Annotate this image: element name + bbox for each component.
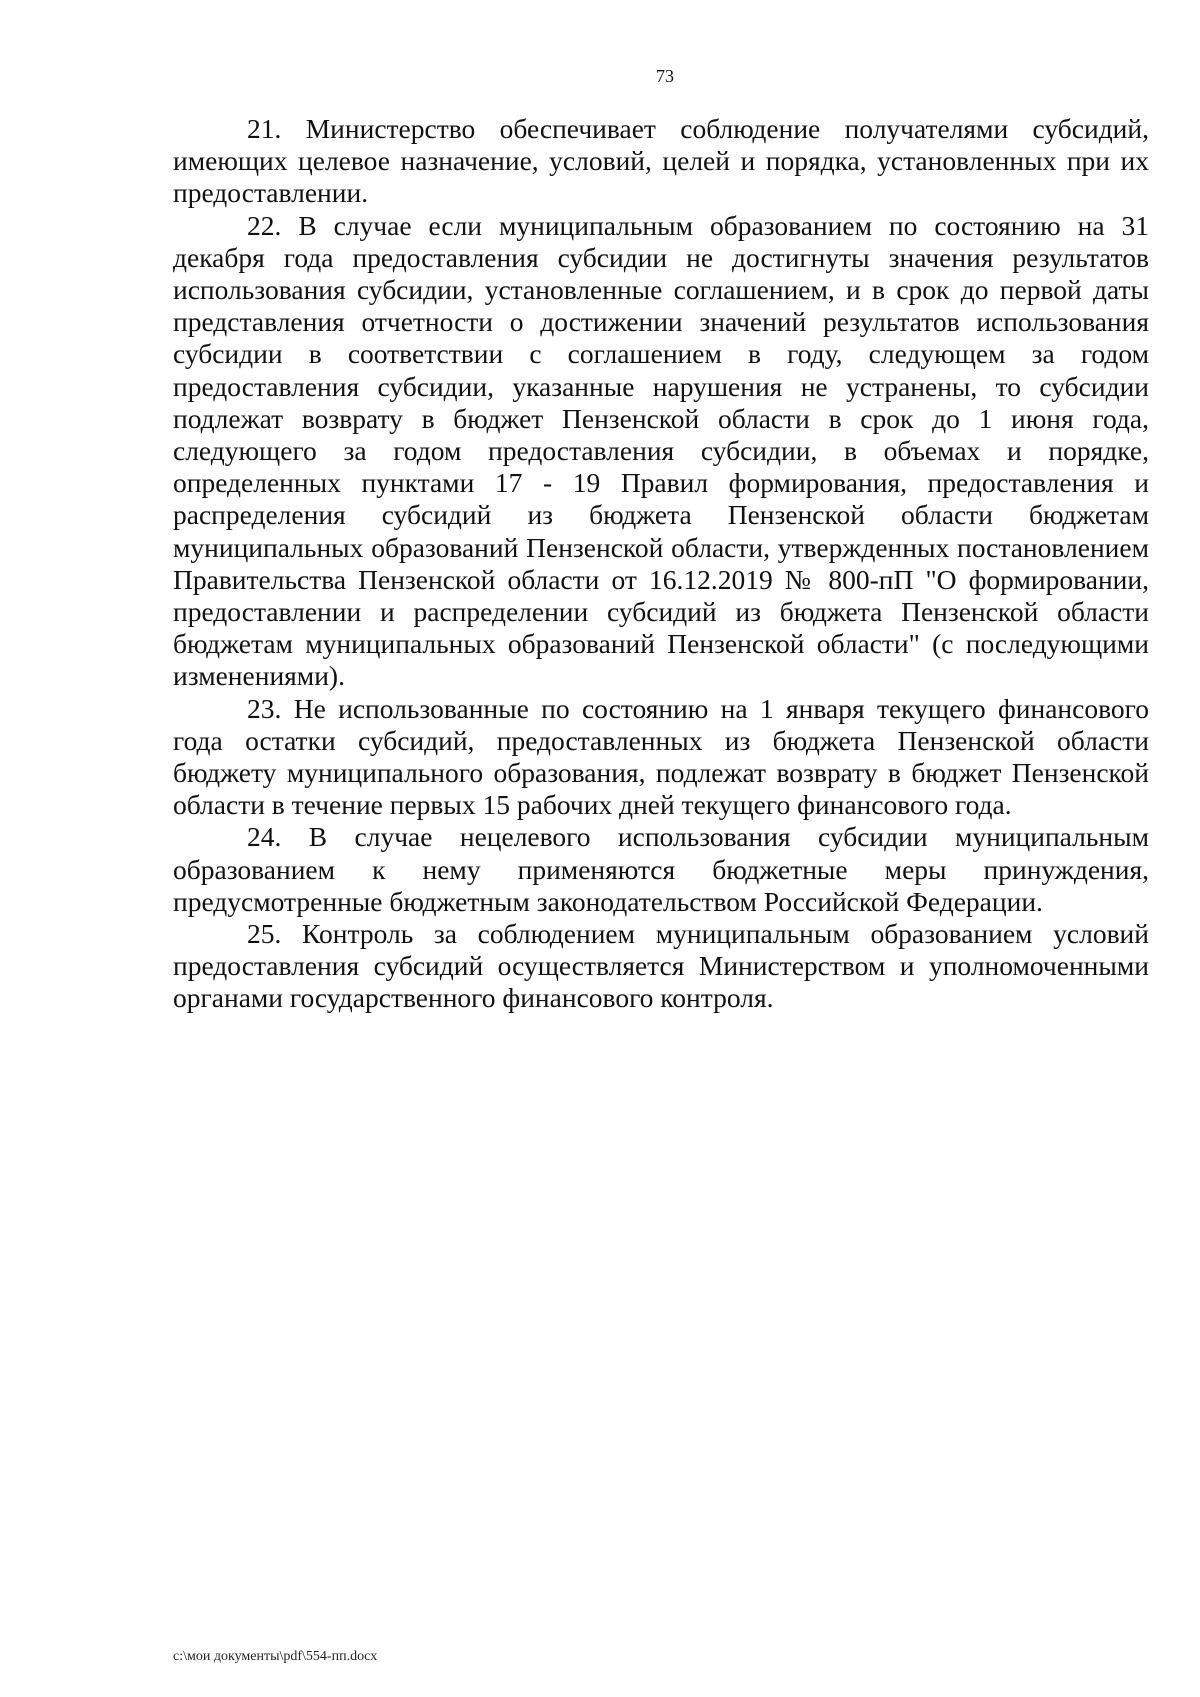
page-number: 73 xyxy=(656,66,674,86)
paragraph-25: 25. Контроль за соблюдением муниципальным образованием условий предоставления субсидий осуществляется Министерством и уполномоченными органами государственного финансового контроля. xyxy=(173,918,1149,1014)
paragraph-24: 24. В случае нецелевого использования субсидии муниципальным образованием к нему применяются бюджетные меры принуждения, предусмотренные бюджетным законодательством Российской Федерации. xyxy=(173,821,1149,917)
paragraph-23: 23. Не использованные по состоянию на 1 января текущего финансового года остатки субсидий, предоставленных из бюджета Пензенской области бюджету муниципального образования, подлежат возврату в бюджет Пензенской области в течение первых 15 рабочих дней текущего финансового года. xyxy=(173,692,1149,821)
paragraph-21: 21. Министерство обеспечивает соблюдение получателями субсидий, имеющих целевое назначение, условий, целей и порядка, установленных при их предоставлении. xyxy=(173,113,1149,209)
footer-file-path: c:\мои документы\pdf\554-пп.docx xyxy=(173,1649,378,1664)
document-body xyxy=(173,113,1149,1015)
paragraph-22: 22. В случае если муниципальным образованием по состоянию на 31 декабря года предоставления субсидии не достигнуты значения результатов использования субсидии, установленные соглашением, и в срок до первой даты представления отчетности о достижении значений результатов использования субсидии в соответствии с соглашением в году, следующем за годом предоставления субсидии, указанные нарушения не устранены, то субсидии подлежат возврату в бюджет Пензенской области в срок до 1 июня года, следующего за годом предоставления субсидии, в объемах и порядке, определенных пунктами 17 - 19 Правил формирования, предоставления и распределения субсидий из бюджета Пензенской области бюджетам муниципальных образований Пензенской области, утвержденных постановлением Правительства Пензенской области от 16.12.2019 № 800-пП "О формировании, предоставлении и распределении субсидий из бюджета Пензенской области бюджетам муниципальных образований Пензенской области" (с последующими изменениями). xyxy=(173,209,1149,692)
